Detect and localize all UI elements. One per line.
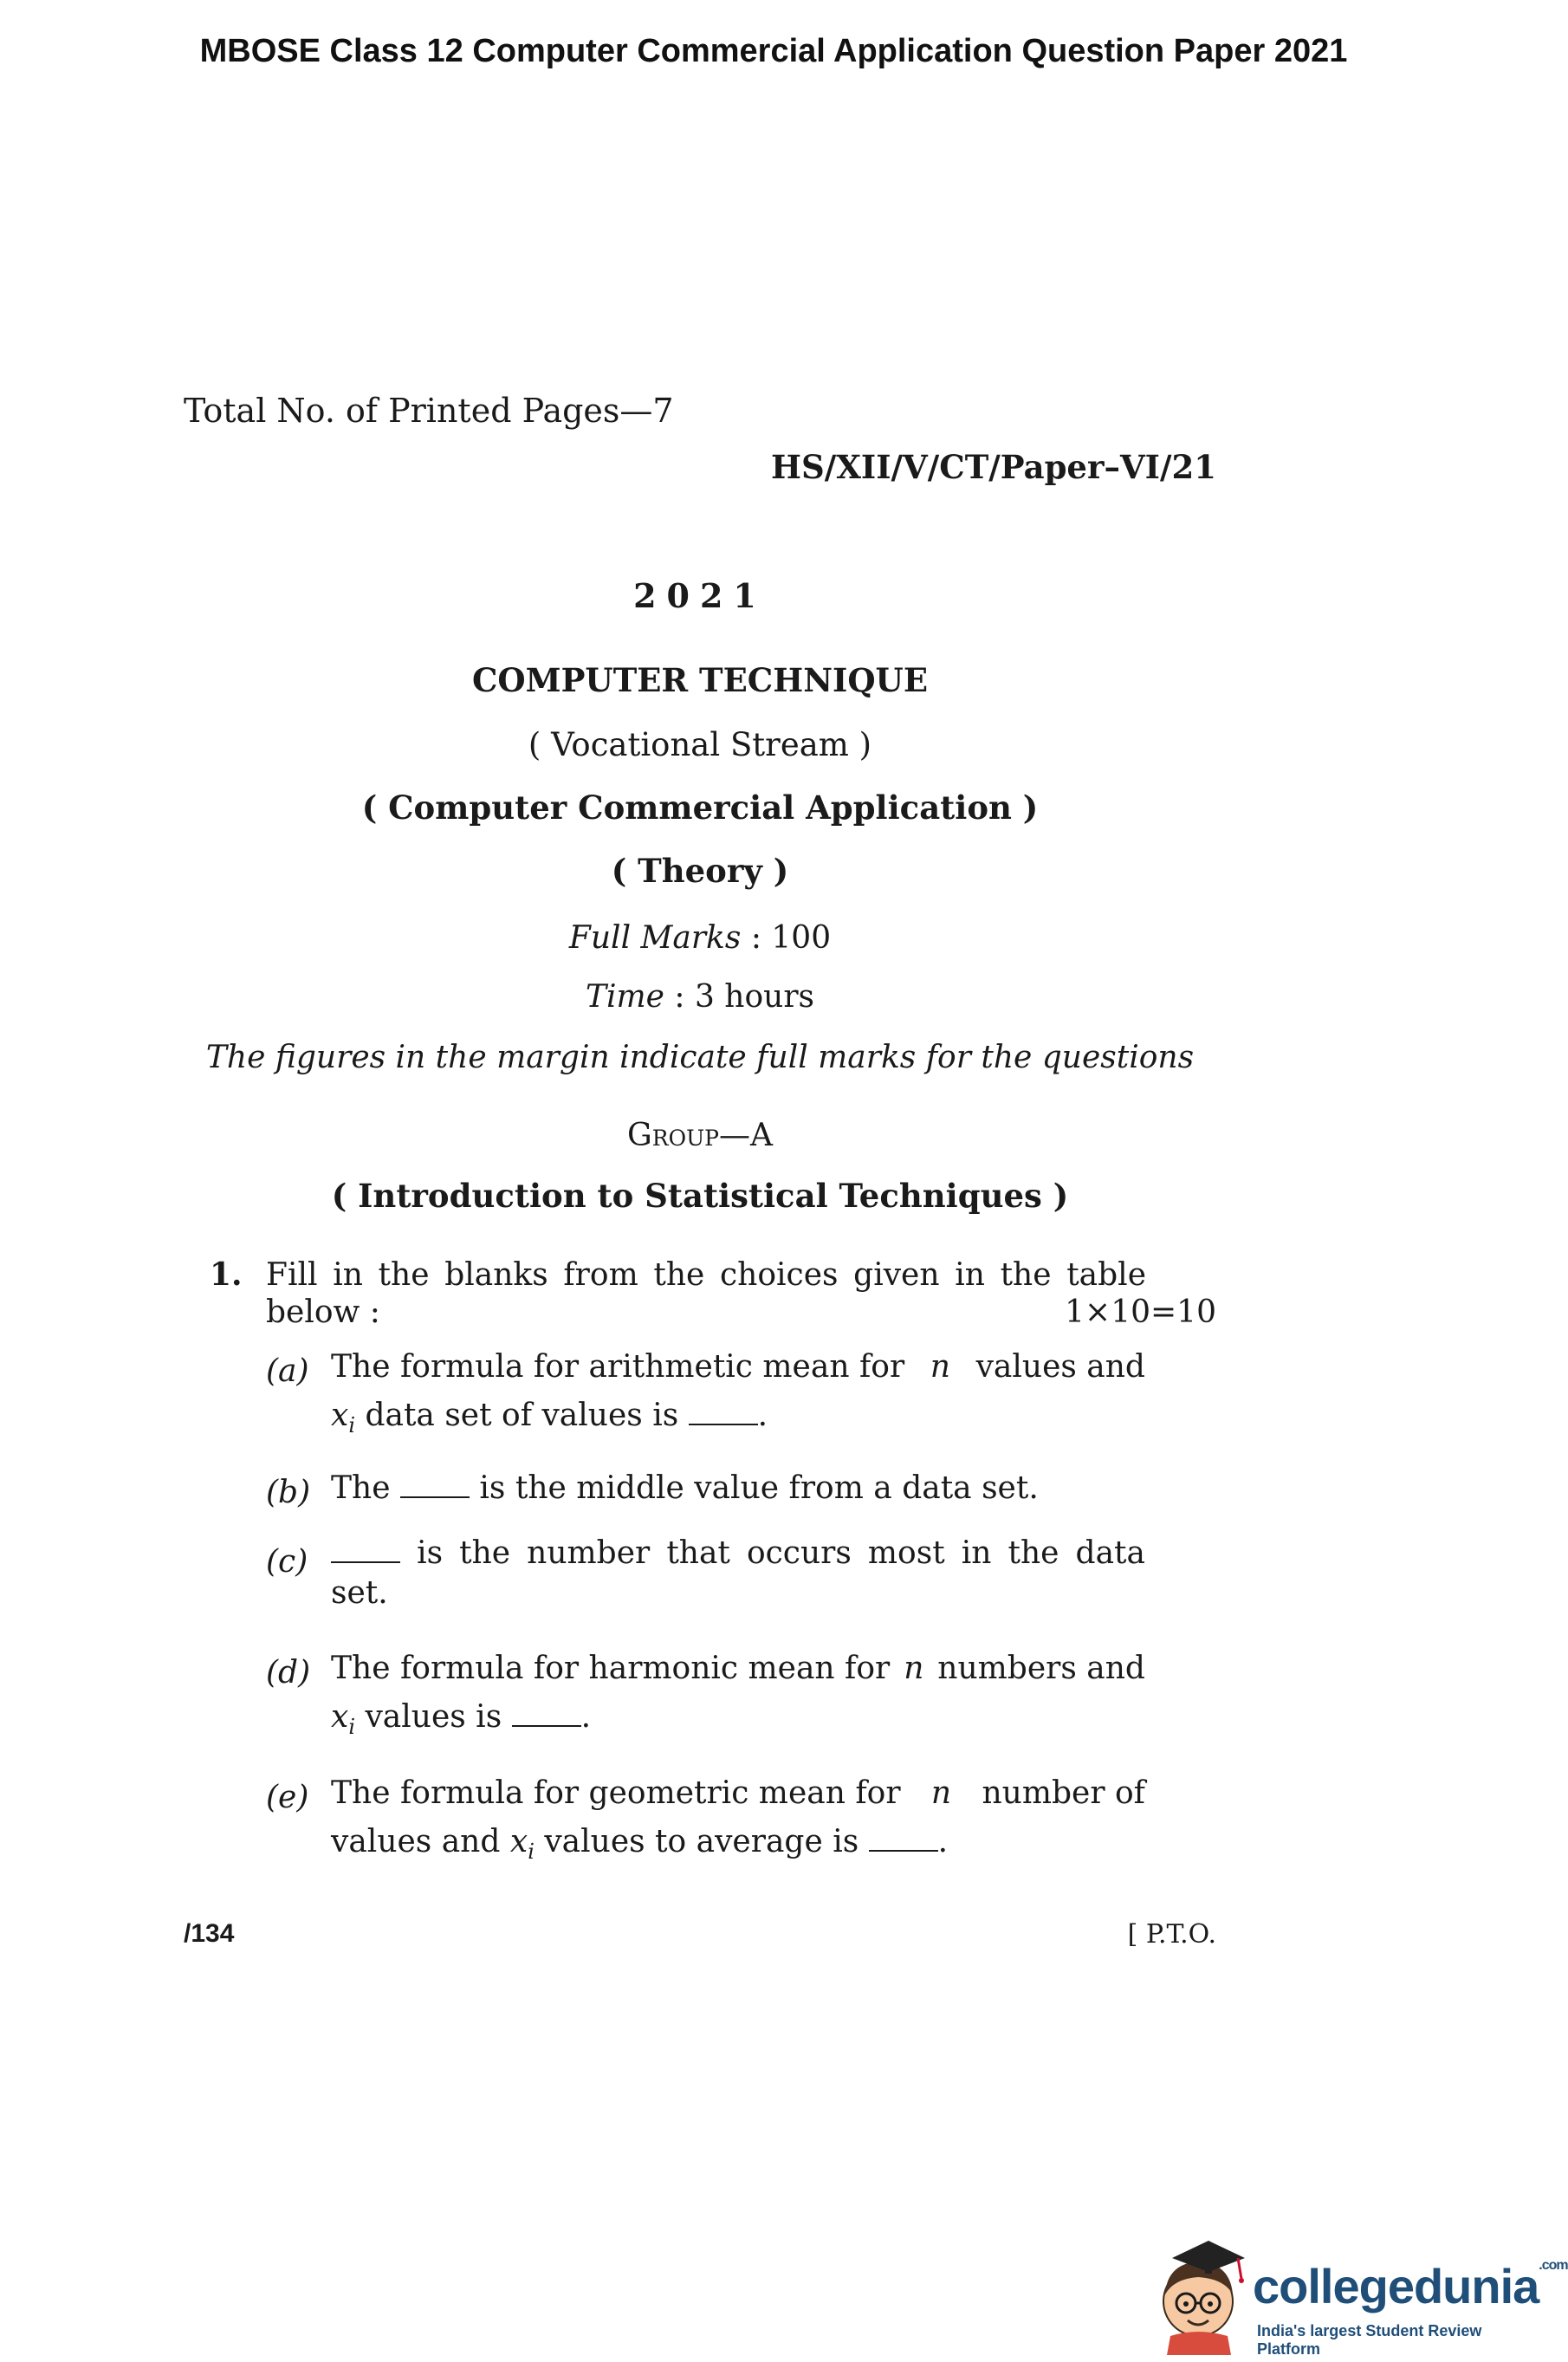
part-c-label: (c) [266, 1544, 308, 1580]
full-marks [184, 920, 1216, 956]
x-i-symbol: $x_i$ [509, 1824, 535, 1865]
instruction: The figures in the margin indicate full marks for the questions [205, 1040, 1195, 1075]
time-value: : 3 hours [674, 979, 815, 1015]
part-a-text: The formula for arithmetic mean for n values and $x_i$ data set of values is . [331, 1349, 1145, 1438]
group-title: ( Introduction to Statistical Techniques ) [331, 1177, 1069, 1215]
part-d-text: The formula for harmonic mean for n numbers and $x_i$ values is . [331, 1651, 1145, 1740]
logo-wordmark: collegedunia$^{.com}$ [1253, 2258, 1568, 2313]
logo-tagline: India's largest Student Review Platform [1257, 2322, 1482, 2358]
part-e-text: The formula for geometric mean for n number of values and $x_i$ values to average is . [331, 1775, 1145, 1865]
logo-domain-suffix: .com [1539, 2258, 1568, 2273]
part-a-label: (a) [266, 1353, 309, 1389]
question-text-line1: Fill in the blanks from the choices given in the table [266, 1257, 1146, 1293]
exam-time [184, 979, 1216, 1015]
answer-blank [400, 1470, 470, 1498]
pto-note: [ P.T.O. [1127, 1919, 1216, 1950]
mascot-icon [1163, 2241, 1245, 2355]
application-title: ( Computer Commercial Application ) [361, 788, 1039, 827]
time-label: Time [585, 979, 664, 1015]
part-c-text: is the number that occurs most in the data set. [331, 1535, 1145, 1611]
answer-blank [689, 1398, 758, 1425]
part-b-label: (b) [266, 1475, 311, 1510]
x-i-symbol: $x_i$ [331, 1699, 355, 1740]
full-marks-value: : 100 [750, 920, 832, 956]
part-e-label: (e) [266, 1780, 309, 1815]
total-printed-pages: Total No. of Printed Pages—7 [184, 392, 674, 430]
group-label: Group—A [627, 1118, 773, 1153]
answer-blank [512, 1699, 581, 1727]
question-marks: 1×10=10 [1065, 1295, 1216, 1330]
part-b-text: The is the middle value from a data set. [331, 1470, 1039, 1506]
paper-type: ( Theory ) [611, 852, 789, 890]
subject-title: COMPUTER TECHNIQUE [471, 661, 929, 699]
question-text-line2: below : [266, 1295, 380, 1330]
stream-title: ( Vocational Stream ) [528, 726, 872, 763]
page-banner: MBOSE Class 12 Computer Commercial Application Question Paper 2021 [199, 33, 1348, 69]
answer-blank [869, 1824, 938, 1852]
answer-blank [331, 1535, 400, 1563]
x-i-symbol: $x_i$ [331, 1398, 355, 1438]
exam-year: 2021 [633, 576, 767, 615]
page-code: /134 [184, 1919, 235, 1948]
part-d-label: (d) [266, 1655, 311, 1690]
paper-code: HS/XII/V/CT/Paper–VI/21 [771, 448, 1216, 486]
full-marks-label: Full Marks [568, 920, 742, 956]
question-number: 1. [210, 1256, 243, 1293]
